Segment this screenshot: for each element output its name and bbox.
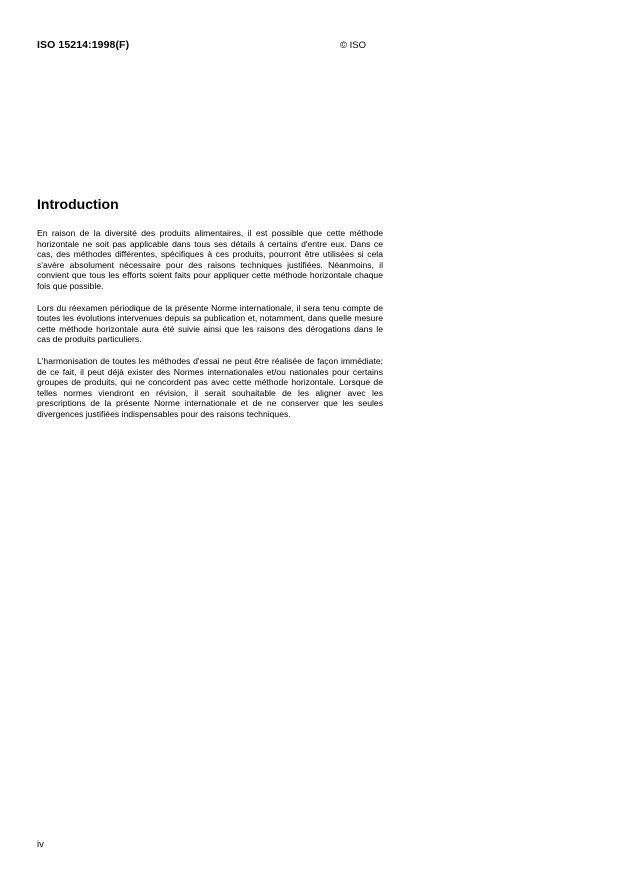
paragraph-1: En raison de la diversité des produits alimentaires, il est possible que cette méthode horizontale ne soit pas applicable dans tous ses détails à certains d'entre eux. Dans ce cas, des méthodes différentes, spécifiques à ces produits, pourront être utilisées si cela s'avère absolument nécessaire pour des raisons techniques justifiées. Néanmoins, il convient que tous les efforts soient faits pour appliquer cette méthode horizontale chaque fois que possible. bbox=[37, 228, 383, 291]
paragraph-3: L'harmonisation de toutes les méthodes d'essai ne peut être réalisée de façon immédiate; de ce fait, il peut déjà exister des Normes internationales et/ou nationales pour certains groupes de produits, qui ne concordent pas avec cette méthode horizontale. Lorsque de telles normes viendront en révision, il serait souhaitable de les aligner avec les prescriptions de la présente Norme internationale et de ne conserver que les seules divergences justifiées indispensables pour des raisons techniques. bbox=[37, 355, 383, 419]
document-id: ISO 15214:1998(F) bbox=[37, 39, 130, 51]
section-title: Introduction bbox=[37, 196, 119, 212]
page-number: iv bbox=[37, 839, 44, 850]
introduction-body bbox=[37, 228, 383, 431]
paragraph-2: Lors du réexamen périodique de la présente Norme internationale, il sera tenu compte de toutes les évolutions intervenues depuis sa publication et, notamment, dans quelle mesure cette méthode horizontale aura été suivie ainsi que les raisons des dérogations dans le cas de produits particuliers. bbox=[37, 302, 383, 345]
copyright-notice: © ISO bbox=[340, 40, 367, 51]
